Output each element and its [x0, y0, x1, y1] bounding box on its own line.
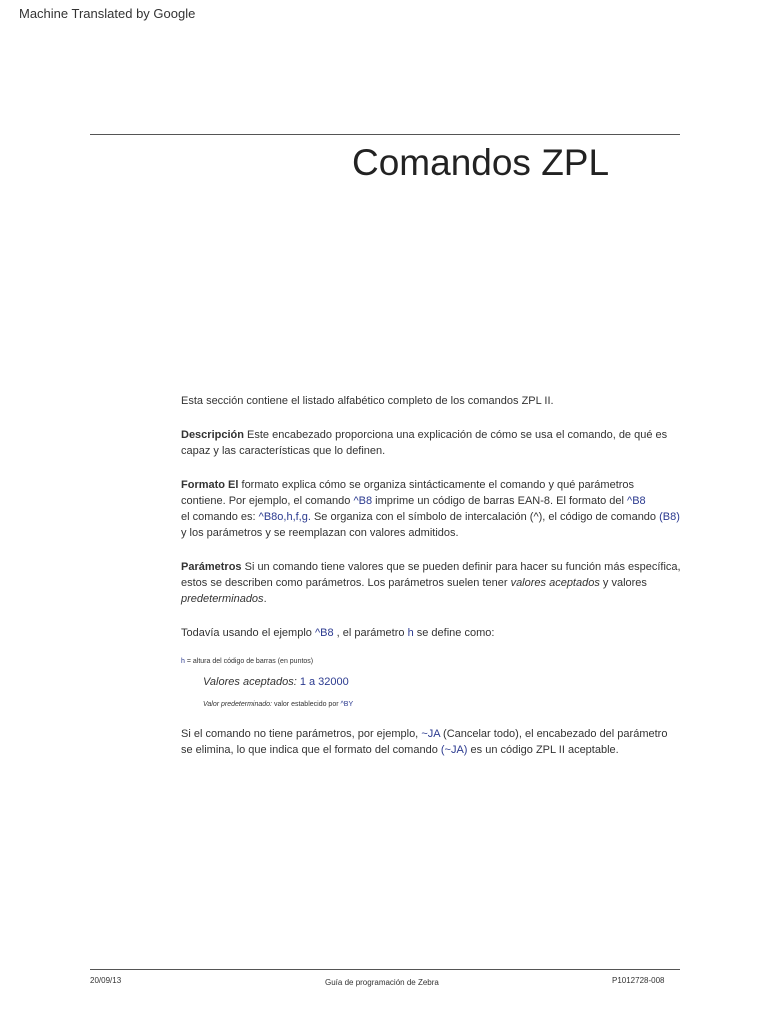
formato-text-2: comando	[305, 495, 351, 507]
last-text-2: (Cancelar todo), el encabezado del parámetro se elimina, lo que indica que el formato del comando	[181, 728, 668, 756]
accepted-value: 1 a 32000	[296, 676, 349, 688]
machine-translated-banner: Machine Translated by Google	[19, 6, 196, 21]
todavia-text-5: se define como:	[413, 627, 495, 639]
formato-cmd-4: (B8)	[659, 511, 680, 523]
body-text	[181, 393, 681, 758]
footer-code: P1012728-008	[612, 976, 665, 985]
last-paragraph	[181, 726, 681, 758]
formato-text-4: el comando es:	[181, 511, 259, 523]
default-cmd: ^BY	[340, 701, 354, 708]
parametros-text-1: Si un comando tiene valores que se pueden definir para hacer su función más específica, estos se describen como parámetros. Los parámetros suelen tener	[181, 561, 681, 589]
h-definition-text: = altura del código de barras (en puntos)	[184, 658, 314, 665]
default-label: Valor predeterminado:	[203, 701, 273, 708]
todavia-paragraph	[181, 625, 681, 641]
todavia-cmd-1: ^B8	[311, 627, 334, 639]
top-divider	[90, 134, 680, 135]
formato-text-3: imprime un código de barras EAN-8. El formato del	[372, 495, 628, 507]
todavia-text-3: , el	[333, 627, 355, 639]
formato-label: Formato El	[181, 479, 239, 491]
last-cmd-1: ~JA	[421, 728, 440, 740]
formato-cmd-1: ^B8	[350, 495, 373, 507]
formato-cmd-2: ^B8	[627, 495, 646, 507]
parametros-text-3: valores	[611, 577, 647, 589]
last-text-3: es un código ZPL II aceptable.	[467, 744, 619, 756]
parametros-text-2: y	[599, 577, 612, 589]
todavia-cmd-2: h	[404, 627, 414, 639]
todavia-text-1: Todavía usando el	[181, 627, 274, 639]
todavia-text-2: ejemplo	[273, 627, 312, 639]
todavia-text-4: parámetro	[354, 627, 405, 639]
formato-text-6: y los parámetros y se reemplazan con valores admitidos.	[181, 527, 459, 539]
page-title: Comandos ZPL	[352, 142, 610, 183]
h-definition	[181, 657, 681, 666]
parametros-italic-2: predeterminados	[181, 593, 264, 605]
footer-divider	[90, 969, 680, 970]
accepted-label: Valores aceptados:	[203, 676, 297, 688]
parametros-italic-1: valores aceptados	[510, 577, 600, 589]
formato-text-5: Se organiza con el símbolo de intercalación (^), el código de comando	[310, 511, 660, 523]
default-value	[203, 700, 681, 709]
formato-cmd-3: ^B8o,h,f,g.	[258, 511, 311, 523]
footer-title: Guía de programación de Zebra	[325, 978, 439, 987]
parametros-paragraph	[181, 559, 681, 607]
last-cmd-2: (~JA)	[440, 744, 468, 756]
default-text: valor establecido por	[272, 701, 341, 708]
last-text-1: Si el comando no tiene parámetros, por ejemplo,	[181, 728, 422, 740]
formato-text-1: formato explica cómo se organiza sintácticamente el comando y qué parámetros contiene. Por ejemplo, el	[181, 479, 635, 507]
intro-paragraph: Esta sección contiene el listado alfabético completo de los comandos ZPL II.	[181, 395, 554, 407]
descripcion-paragraph	[181, 427, 681, 459]
parametros-text-4: .	[263, 593, 267, 605]
parametros-label: Parámetros	[181, 561, 242, 573]
formato-paragraph	[181, 477, 681, 541]
descripcion-label: Descripción	[181, 429, 244, 441]
h-param: h	[181, 658, 185, 665]
footer-date: 20/09/13	[90, 976, 122, 985]
descripcion-text: Este encabezado proporciona una explicación de cómo se usa el comando, de qué es capaz y las características que lo definen.	[181, 429, 668, 457]
accepted-values	[203, 674, 681, 690]
